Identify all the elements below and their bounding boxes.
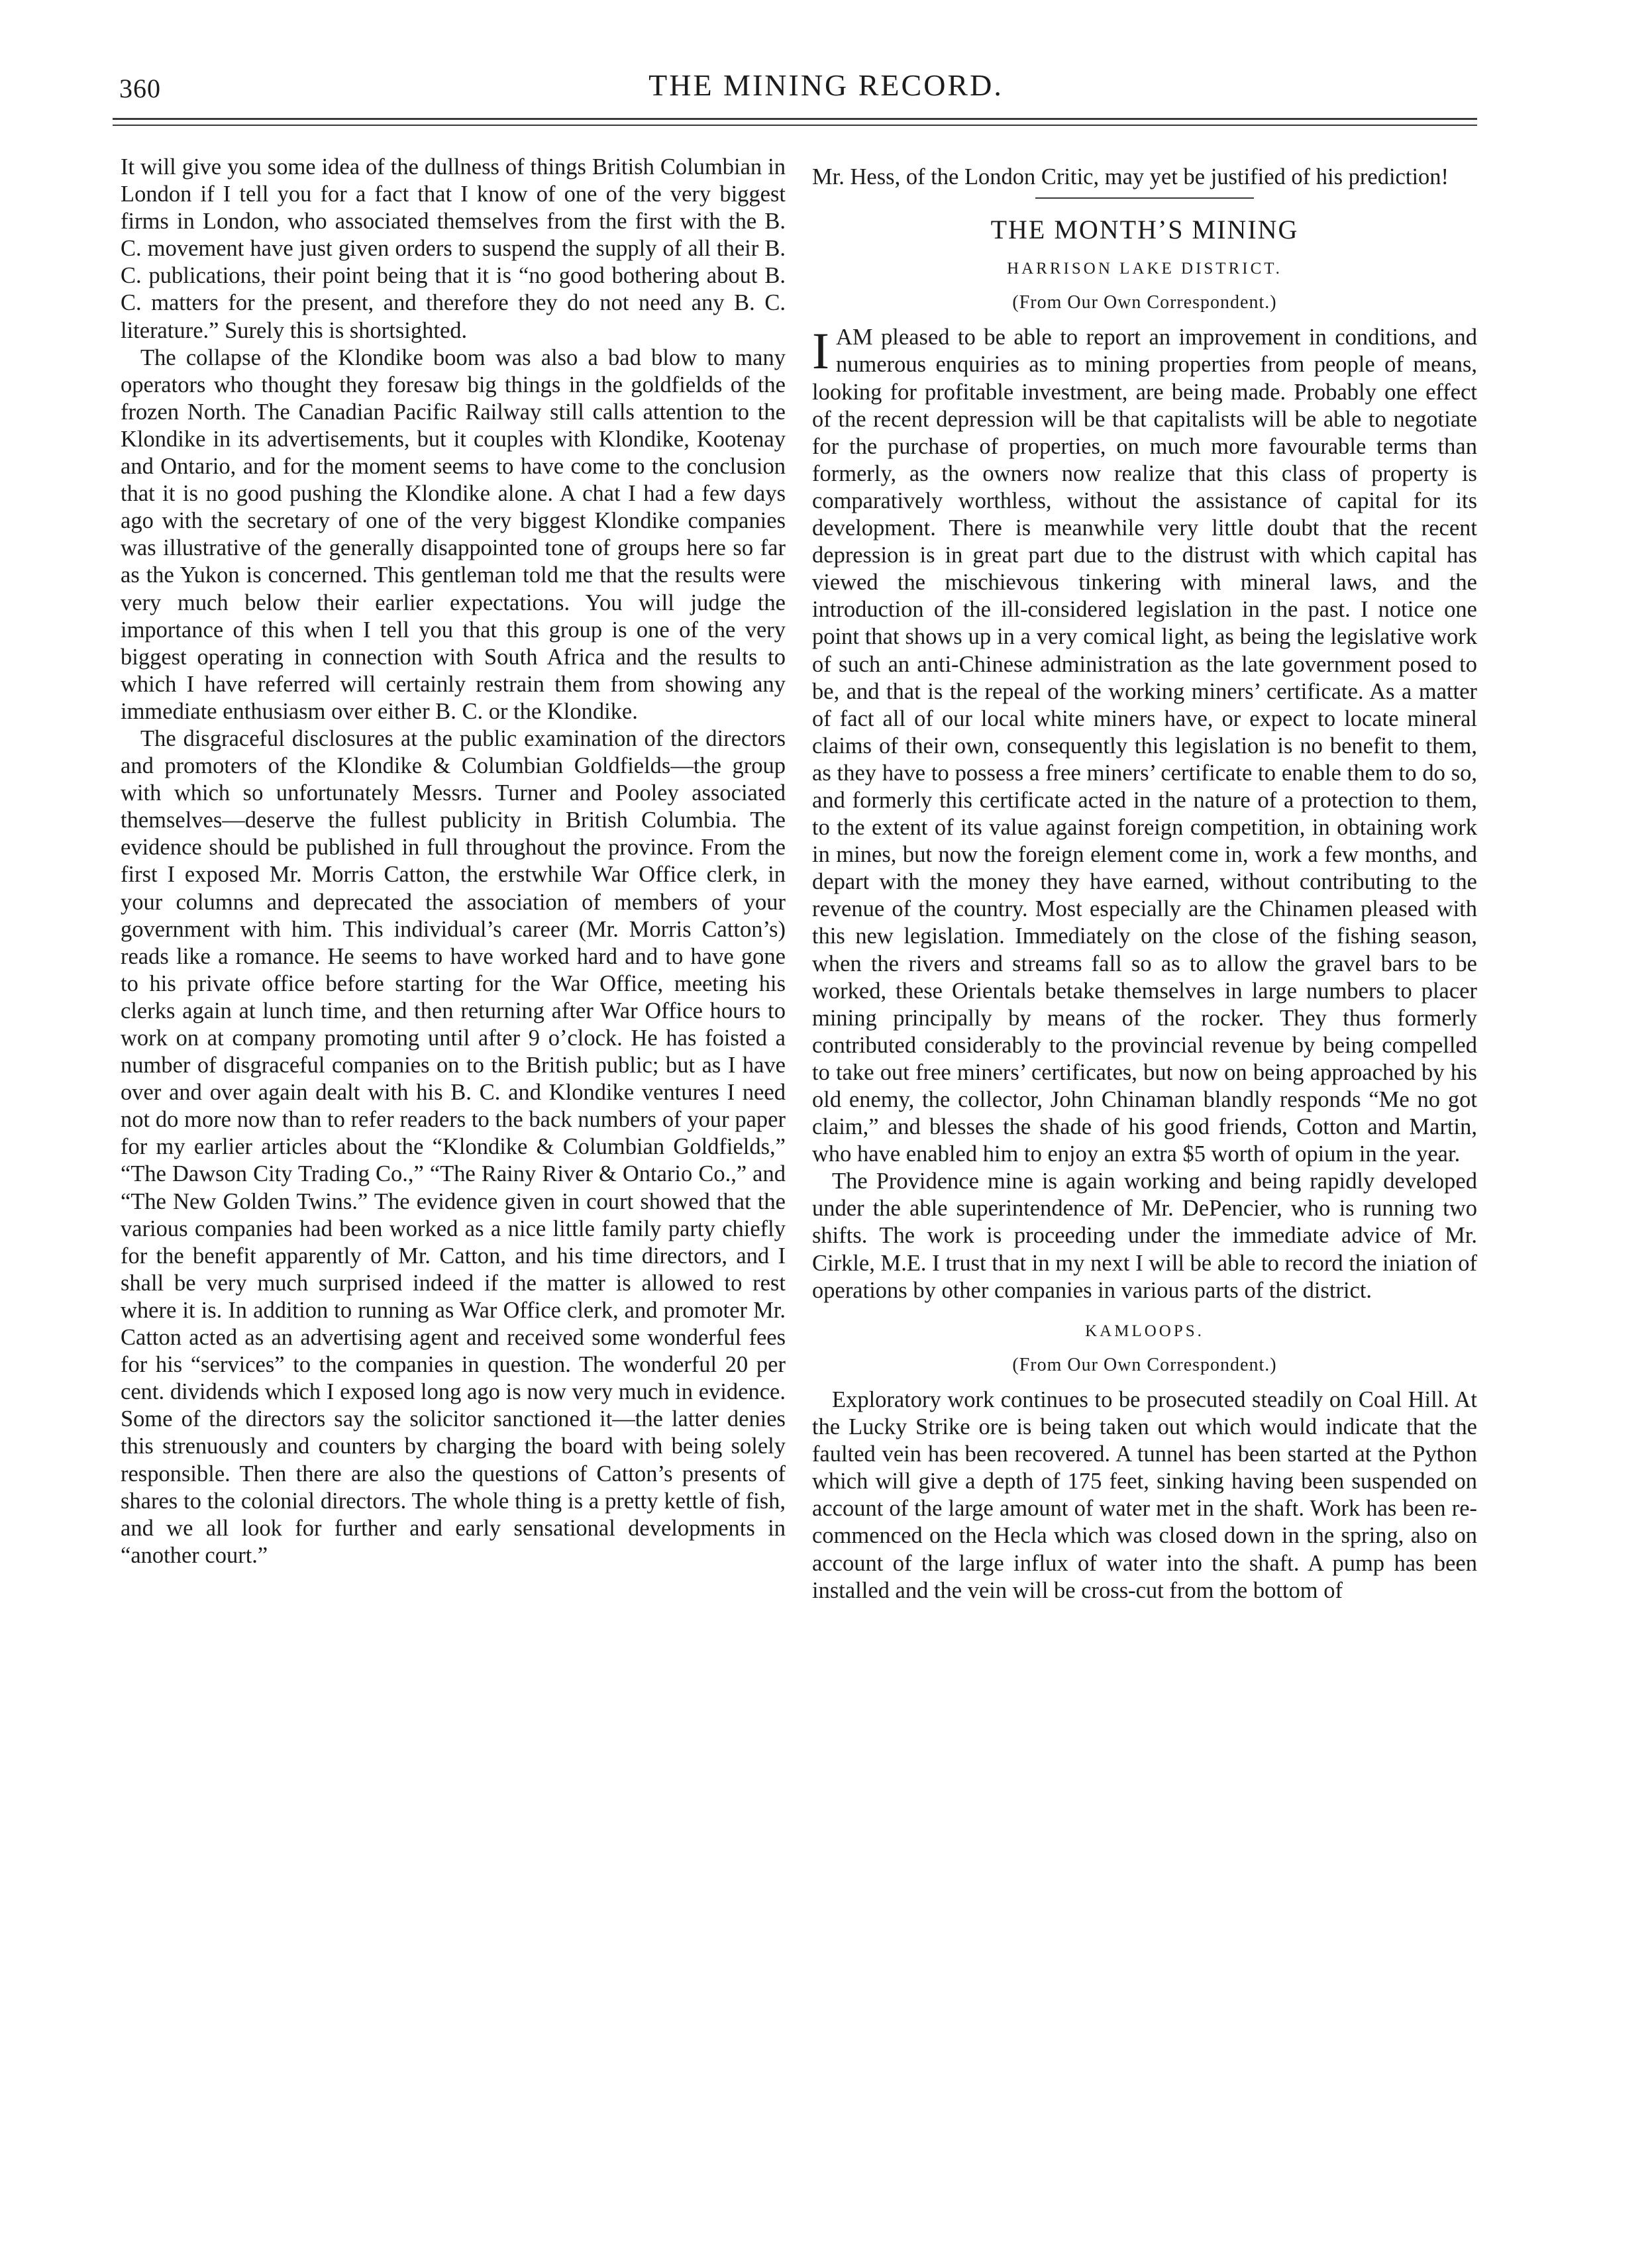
header-rule: [113, 118, 1477, 120]
article-paragraph: The Providence mine is again working and being rapidly developed under the able superintendence of Mr. DePencier, who is running two shifts. The work is proceeding under the immediate advice of Mr. Cirkle, M.E. I trust that in my next I will be able to record the iniation of operations by other companies in various parts of the district.: [812, 1169, 1477, 1303]
article-paragraph: The disgraceful disclosures at the public examination of the directors and promoters of the Klondike & Columbian Goldfields—the group with which so unfortunately Messrs. Turner and Pooley associated themselves—deserve the fullest publicity in British Columbia. The evidence should be published in full throughout the province. From the first I exposed Mr. Morris Catton, the erstwhile War Office clerk, in your columns and deprecated the association of members of your government with him. This individual’s career (Mr. Morris Catton’s) reads like a romance. He seems to have worked hard and to have gone to his private office before starting for the War Office, meeting his clerks again at lunch time, and then returning after War Office hours to work on at company promoting until after 9 o’clock. He has foisted a number of disgraceful companies on to the British public; but as I have over and over again dealt with his B. C. and Klondike ventures I need not do more now than to refer readers to the back numbers of your paper for my earlier articles about the “Klondike & Columbian Goldfields,” “The Dawson City Trading Co.,” “The Rainy River & Ontario Co.,” and “The New Golden Twins.” The evidence given in court showed that the various companies had been worked as a nice little family party chiefly for the benefit apparently of Mr. Catton, and his time directors, and I shall be very much surprised indeed if the matter is allowed to rest where it is. In addition to running as War Office clerk, and promoter Mr. Catton acted as an advertising agent and received some wonderful fees for his “services” to the companies in question. The wonderful 20 per cent. dividends which I exposed long ago is now very much in evidence. Some of the directors say the solicitor sanctioned it—the latter denies this strenuously and counters by charging the board with being solely responsible. Then there are also the questions of Catton’s presents of shares to the colonial directors. The whole thing is a pretty kettle of fish, and we all look for further and early sensational developments in “another court.”: [121, 725, 786, 1568]
correspondent-byline: (From Our Own Correspondent.): [1012, 292, 1277, 313]
article-paragraph: [812, 324, 1477, 1168]
right-column: [812, 164, 1477, 1604]
left-column: [121, 154, 786, 1569]
article-paragraph: It will give you some idea of the dullness of things British Columbian in London if I tell you for a fact that I know of one of the very biggest firms in London, who associated themselves from the first with the B. C. movement have just given orders to suspend the supply of all their B. C. publications, their point being that it is “no good bothering about B. C. matters for the present, and therefore they do not need any B. C. literature.” Surely this is shortsighted.: [121, 154, 786, 343]
section-divider: [1035, 197, 1254, 199]
district-heading: HARRISON LAKE DISTRICT.: [1007, 260, 1282, 278]
paragraph-text: AM pleased to be able to report an improvement in conditions, and numerous enquiries as to mining properties from people of means, looking for profitable investment, are being made. Probably one effect of the recent depression will be that capitalists will be able to negotiate for the purchase of properties, on much more favourable terms than formerly, as the owners now realize that this class of property is comparatively worthless, without the assistance of capital for its development. There is meanwhile very little doubt that the recent depression is in great part due to the distrust with which capital has viewed the mischievous tinkering with mineral laws, and the introduction of the ill-considered legislation in the past. I notice one point that shows up in a very comical light, as being the legislative work of such an anti-Chinese administration as the late government posed to be, and that is the repeal of the working miners’ certificate. As a matter of fact all of our local white miners have, or expect to locate mineral claims of their own, consequently this legislation is no benefit to them, as they have to possess a free miners’ certificate to enable them to do so, and formerly this certificate acted in the nature of a protection to them, to the extent of its value against foreign competition, in obtaining work in mines, but now the foreign element come in, work a few months, and depart with the money they have earned, without contributing to the revenue of the country. Most especially are the Chinamen pleased with this new legislation. Immediately on the close of the fishing season, when the rivers and streams fall so as to allow the gravel bars to be worked, these Orientals betake themselves in large numbers to placer mining principally by means of the rocker. They thus formerly contributed considerably to the provincial revenue by being compelled to take out free miners’ certificates, but now on being approached by his old enemy, the collector, John Chinaman blandly responds “Me no got claim,” and blesses the shade of his good friends, Cotton and Martin, who have enabled him to enjoy an extra $5 worth of opium in the year.: [812, 325, 1477, 1167]
district-heading: KAMLOOPS.: [1085, 1322, 1204, 1340]
section-title: THE MONTH’S MINING: [990, 215, 1299, 245]
drop-cap: I: [812, 322, 829, 380]
article-paragraph: The collapse of the Klondike boom was also a bad blow to many operators who thought they foresaw big things in the goldfields of the frozen North. The Canadian Pacific Railway still calls attention to the Klondike in its advertisements, but it couples with Klondike, Kootenay and Ontario, and for the moment seems to have come to the conclusion that it is no good pushing the Klondike alone. A chat I had a few days ago with the secretary of one of the very biggest Klondike companies was illustrative of the generally disappointed tone of groups here so far as the Yukon is concerned. This gentleman told me that the results were very much below their earlier expectations. You will judge the importance of this when I tell you that this group is one of the very biggest operating in connection with South Africa and the results to which I have referred will certainly restrain them from showing any immediate enthusiasm over either B. C. or the Klondike.: [121, 344, 786, 724]
header-rule-thin: [113, 125, 1477, 126]
article-paragraph: Mr. Hess, of the London Critic, may yet be justified of his prediction!: [812, 164, 1449, 189]
correspondent-byline: (From Our Own Correspondent.): [1012, 1354, 1277, 1375]
running-head: THE MINING RECORD.: [648, 68, 1004, 102]
article-paragraph: Exploratory work continues to be prosecuted steadily on Coal Hill. At the Lucky Strike ore is being taken out which would indicate that the faulted vein has been recovered. A tunnel has been started at the Python which will give a depth of 175 feet, sinking having been suspended on account of the large amount of water met in the shaft. Work has been re-commenced on the Hecla which was closed down in the spring, also on account of the large influx of water into the shaft. A pump has been installed and the vein will be cross-cut from the bottom of: [812, 1386, 1477, 1603]
page-number: 360: [119, 74, 161, 103]
